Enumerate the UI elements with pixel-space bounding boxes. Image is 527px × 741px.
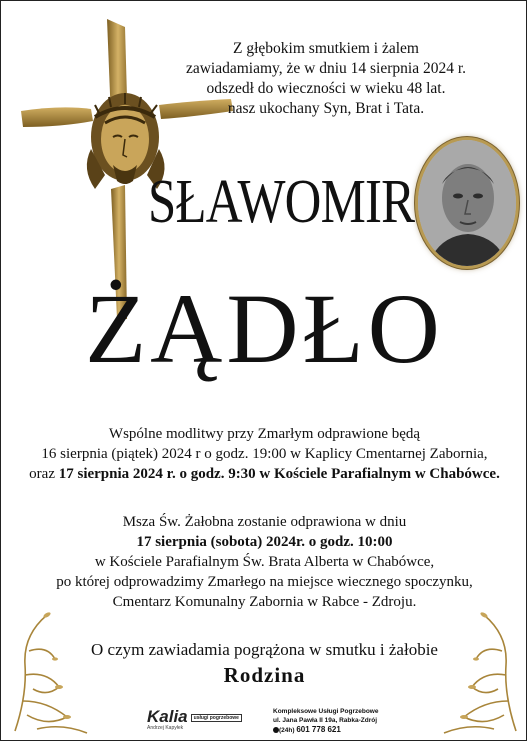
company-name: Kompleksowe Usługi Pogrzebowe <box>273 708 379 715</box>
funeral-mass-info <box>21 512 508 612</box>
mass-line-2: 17 sierpnia (sobota) 2024r. o godz. 10:00 <box>136 534 393 550</box>
services-line-3-prefix: oraz <box>29 466 59 482</box>
logo-subtitle: Andrzej Kapyłek <box>147 725 184 731</box>
services-line-2: 16 sierpnia (piątek) 2024 r o godz. 19:00 w Kaplicy Cmentarnej Zabornia, <box>41 446 488 462</box>
intro-line-2: zawiadamiamy, że w dniu 14 sierpnia 2024 r. <box>185 60 467 77</box>
logo-tag: usługi pogrzebowe <box>191 714 242 722</box>
intro-line-3: odszedł do wieczności w wieku 48 lat. <box>206 80 446 97</box>
services-line-3 <box>21 464 508 484</box>
intro-announcement <box>151 39 501 119</box>
funeral-home-contact <box>273 707 378 735</box>
mass-line-1: Msza Św. Żałobna zostanie odprawiona w dniu <box>122 514 407 530</box>
closing-text: O czym zawiadamia pogrążona w smutku i żałobie <box>91 640 438 659</box>
funeral-home-logo <box>147 707 242 731</box>
mass-line-4: po której odprowadzimy Zmarłego na miejsce wiecznego spoczynku, <box>56 574 473 590</box>
mass-line-3: w Kościele Parafialnym Św. Brata Alberta w Chabówce, <box>94 554 435 570</box>
deceased-first-name: SŁAWOMIR <box>148 168 415 236</box>
services-line-3-bold: 17 sierpnia 2024 r. o godz. 9:30 w Kościele Parafialnym w Chabówce. <box>58 466 500 482</box>
company-phone-row <box>273 725 378 735</box>
prayer-services-info <box>21 424 508 484</box>
intro-line-4: nasz ukochany Syn, Brat i Tata. <box>227 100 425 117</box>
deceased-last-name: ŻĄDŁO <box>85 273 444 384</box>
company-address: ul. Jana Pawła II 19a, Rabka-Zdrój <box>273 717 378 724</box>
logo-text: Kalia <box>147 707 188 726</box>
mass-line-5: Cmentarz Komunalny Zabornia w Rabce - Zdroju. <box>112 594 417 610</box>
services-line-1: Wspólne modlitwy przy Zmarłym odprawione będą <box>108 426 421 442</box>
phone-number: 601 778 621 <box>296 725 341 734</box>
signature: Rodzina <box>223 663 306 687</box>
phone-prefix: (24h) <box>279 727 295 734</box>
deceased-portrait <box>415 137 519 269</box>
intro-line-1: Z głębokim smutkiem i żalem <box>233 40 419 57</box>
